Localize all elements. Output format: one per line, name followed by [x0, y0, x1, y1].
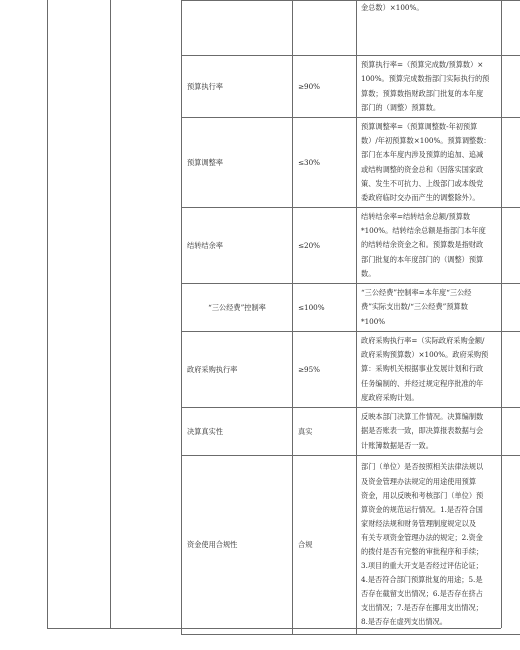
standard-value-cell — [293, 1, 357, 56]
description-line: 部门在本年度内涉及预算的追加、追减 — [361, 150, 484, 160]
description-line: 计账簿数据是否一致。 — [361, 440, 433, 450]
description-line: 部门的（调整）预算数。 — [361, 102, 441, 112]
description-line: 部门（单位）是否按照相关法律法规以 — [361, 462, 484, 472]
description-line: 算数；预算数指财政部门批复的本年度 — [361, 88, 484, 98]
indicator-name-cell: 决算真实性 — [182, 408, 293, 456]
description-cell — [357, 208, 520, 284]
description-line: 及资金管理办法规定的用途使用预算 — [361, 476, 477, 486]
description-line: 据是否账表一致，即决算报表数据与会 — [361, 426, 484, 436]
description-line: 预算调整率=（预算调整数-年初预算 — [361, 122, 478, 132]
description-line: 政府采购执行率=（实际政府采购金额/ — [361, 336, 485, 346]
description-line: 资金，用以反映和考核部门（单位）预 — [361, 490, 484, 500]
description-line: 家财经法规和财务管理制度规定以及 — [361, 518, 477, 528]
indicator-name-cell — [182, 1, 293, 56]
description-line: 结转结余率=结转结余总额/预算数 — [361, 212, 471, 222]
description-line: 度政府采购计划。 — [361, 392, 419, 402]
description-line: 或结构调整的资金总和（因落实国家政 — [361, 164, 484, 174]
standard-value-cell: ≥90% — [293, 56, 357, 118]
description-line: 部门批复的本年度部门的（调整）预算 — [361, 254, 484, 264]
table-row — [182, 332, 520, 408]
description-line: *100% — [361, 316, 386, 326]
indicator-name-cell: 预算调整率 — [182, 118, 293, 208]
description-line: 反映本部门决算工作情况。决算编制数 — [361, 412, 484, 422]
description-cell — [357, 332, 520, 408]
table-row — [182, 408, 520, 456]
standard-value-cell: ≥95% — [293, 332, 357, 408]
description-line: 有关专项资金管理办法的规定；2.资金 — [361, 532, 483, 542]
description-cell — [357, 408, 520, 456]
description-line: 支出情况；7.是否存在挪用支出情况； — [361, 603, 483, 613]
description-line: “三公经费”控制率=本年度“三公经 — [361, 288, 472, 298]
table-row — [182, 456, 520, 635]
standard-value-cell: ≤30% — [293, 118, 357, 208]
description-line: 100%。预算完成数指部门实际执行的预 — [361, 74, 490, 84]
description-line: 4.是否符合部门预算批复的用途；5.是 — [361, 575, 483, 585]
indicator-name-cell: 结转结余率 — [182, 208, 293, 284]
description-cell — [357, 118, 520, 208]
description-cell — [357, 56, 520, 118]
description-line: 预算执行率=（预算完成数/预算数）× — [361, 60, 484, 70]
standard-value-cell: 合规 — [293, 456, 357, 635]
description-line: 3.项目的重大开支是否经过评估论证； — [361, 561, 483, 571]
description-line: 委政府临时交办而产生的调整除外）。 — [361, 192, 480, 202]
description-line: 任务编制的、并经过规定程序批准的年 — [361, 378, 484, 388]
description-line: 算资金的规范运行情况。1.是否符合国 — [361, 504, 483, 514]
description-line: 策、发生不可抗力、上级部门或本级党 — [361, 178, 484, 188]
description-line: 费”实际支出数/“三公经费”预算数 — [361, 302, 468, 312]
description-line: 数）/年初预算数×100%。预算调整数： — [361, 136, 491, 146]
indicator-name-cell: 预算执行率 — [182, 56, 293, 118]
standard-value-cell: ≤100% — [293, 284, 357, 332]
indicator-name-cell: “三公经费”控制率 — [182, 284, 293, 332]
table-row — [182, 208, 520, 284]
description-line: 数。 — [361, 268, 376, 278]
table-row — [182, 118, 520, 208]
table-left-border — [47, 0, 48, 628]
indicator-name-cell: 政府采购执行率 — [182, 332, 293, 408]
description-line: 否存在截留支出情况；6.是否存在挤占 — [361, 589, 483, 599]
description-line: 8.是否存在虚列支出情况。 — [361, 617, 447, 627]
description-line: 算：采购机关根据事业发展计划和行政 — [361, 364, 484, 374]
description-line: 政府采购预算数）×100%。政府采购预 — [361, 350, 489, 360]
indicator-table — [181, 0, 520, 635]
table-row — [182, 284, 520, 332]
description-line: 金总数）×100%。 — [361, 3, 424, 12]
description-line: 的拨付是否有完整的审批程序和手续； — [361, 547, 484, 556]
description-line: *100%。结转结余总额是指部门本年度 — [361, 226, 486, 236]
description-cell — [357, 456, 520, 635]
column-divider — [110, 0, 111, 628]
standard-value-cell: ≤20% — [293, 208, 357, 284]
description-line: 的结转结余资金之和。预算数是指财政 — [361, 240, 484, 250]
table-row — [182, 1, 520, 56]
table-row — [182, 56, 520, 118]
description-cell — [357, 284, 520, 332]
standard-value-cell: 真实 — [293, 408, 357, 456]
indicator-name-cell: 资金使用合规性 — [182, 456, 293, 635]
description-cell — [357, 1, 520, 56]
